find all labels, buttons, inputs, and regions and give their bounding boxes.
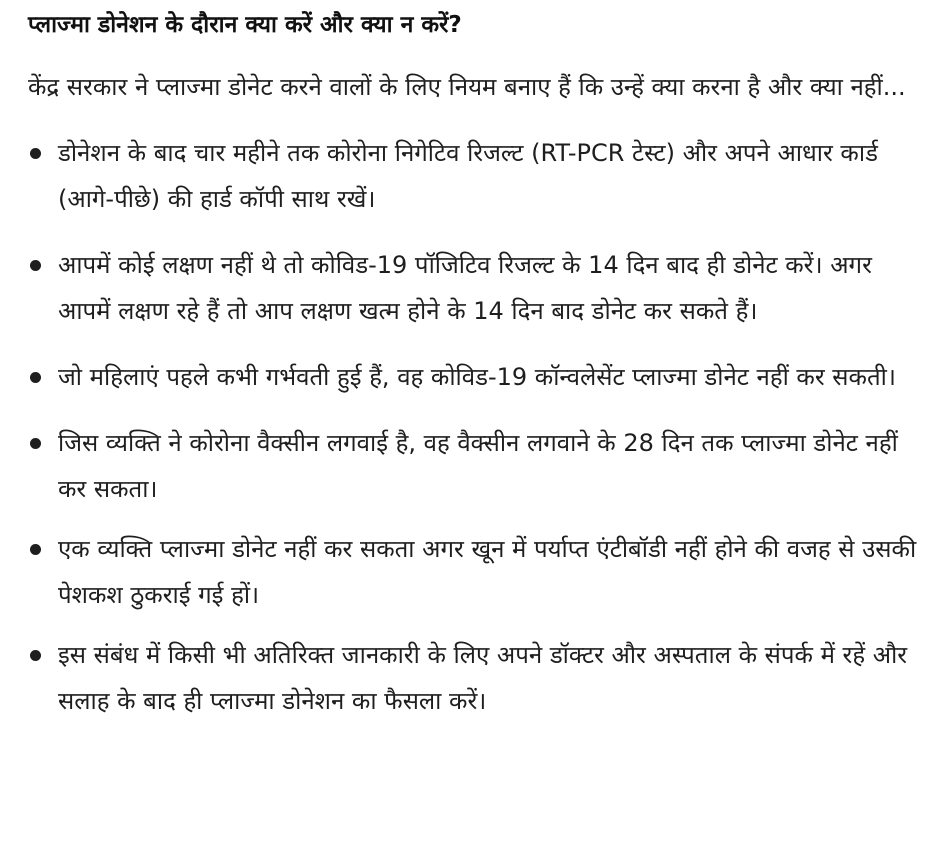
list-item [28,526,918,618]
bullet-icon [30,148,41,159]
bullet-icon [30,438,41,449]
bullet-icon [30,650,41,661]
list-item [28,242,918,334]
list-item [28,354,918,400]
list-item [28,632,918,724]
list-item-text: जिस व्यक्ति ने कोरोना वैक्सीन लगवाई है, वह वैक्सीन लगवाने के 28 दिन तक प्लाज्मा डोनेट नहीं कर सकता। [58,429,898,503]
list-item-text: जो महिलाएं पहले कभी गर्भवती हुई हैं, वह कोविड-19 कॉन्वलेसेंट प्लाज्मा डोनेट नहीं कर सकती। [58,363,896,391]
section-heading: प्लाज्मा डोनेशन के दौरान क्या करें और क्या न करें? [28,12,462,38]
list-item-text: आपमें कोई लक्षण नहीं थे तो कोविड-19 पॉजिटिव रिजल्ट के 14 दिन बाद ही डोनेट करें। अगर आपमें लक्षण रहे हैं तो आप लक्षण खत्म होने के 14 दिन बाद डोनेट कर सकते हैं। [58,251,872,325]
rules-list [28,130,918,724]
intro-paragraph: केंद्र सरकार ने प्लाज्मा डोनेट करने वालों के लिए नियम बनाए हैं कि उन्हें क्या करना है और क्या नहीं... [28,73,906,101]
list-item [28,130,918,222]
list-item-text: इस संबंध में किसी भी अतिरिक्त जानकारी के लिए अपने डॉक्टर और अस्पताल के संपर्क में रहें और सलाह के बाद ही प्लाज्मा डोनेशन का फैसला करें। [58,641,908,715]
article-body [28,0,918,724]
bullet-icon [30,260,41,271]
bullet-icon [30,372,41,383]
list-item [28,420,918,512]
list-item-text: डोनेशन के बाद चार महीने तक कोरोना निगेटिव रिजल्ट (RT-PCR टेस्ट) और अपने आधार कार्ड (आगे-पीछे) की हार्ड कॉपी साथ रखें। [58,139,878,213]
list-item-text: एक व्यक्ति प्लाज्मा डोनेट नहीं कर सकता अगर खून में पर्याप्त एंटीबॉडी नहीं होने की वजह से उसकी पेशकश ठुकराई गई हों। [58,535,917,609]
bullet-icon [30,544,41,555]
